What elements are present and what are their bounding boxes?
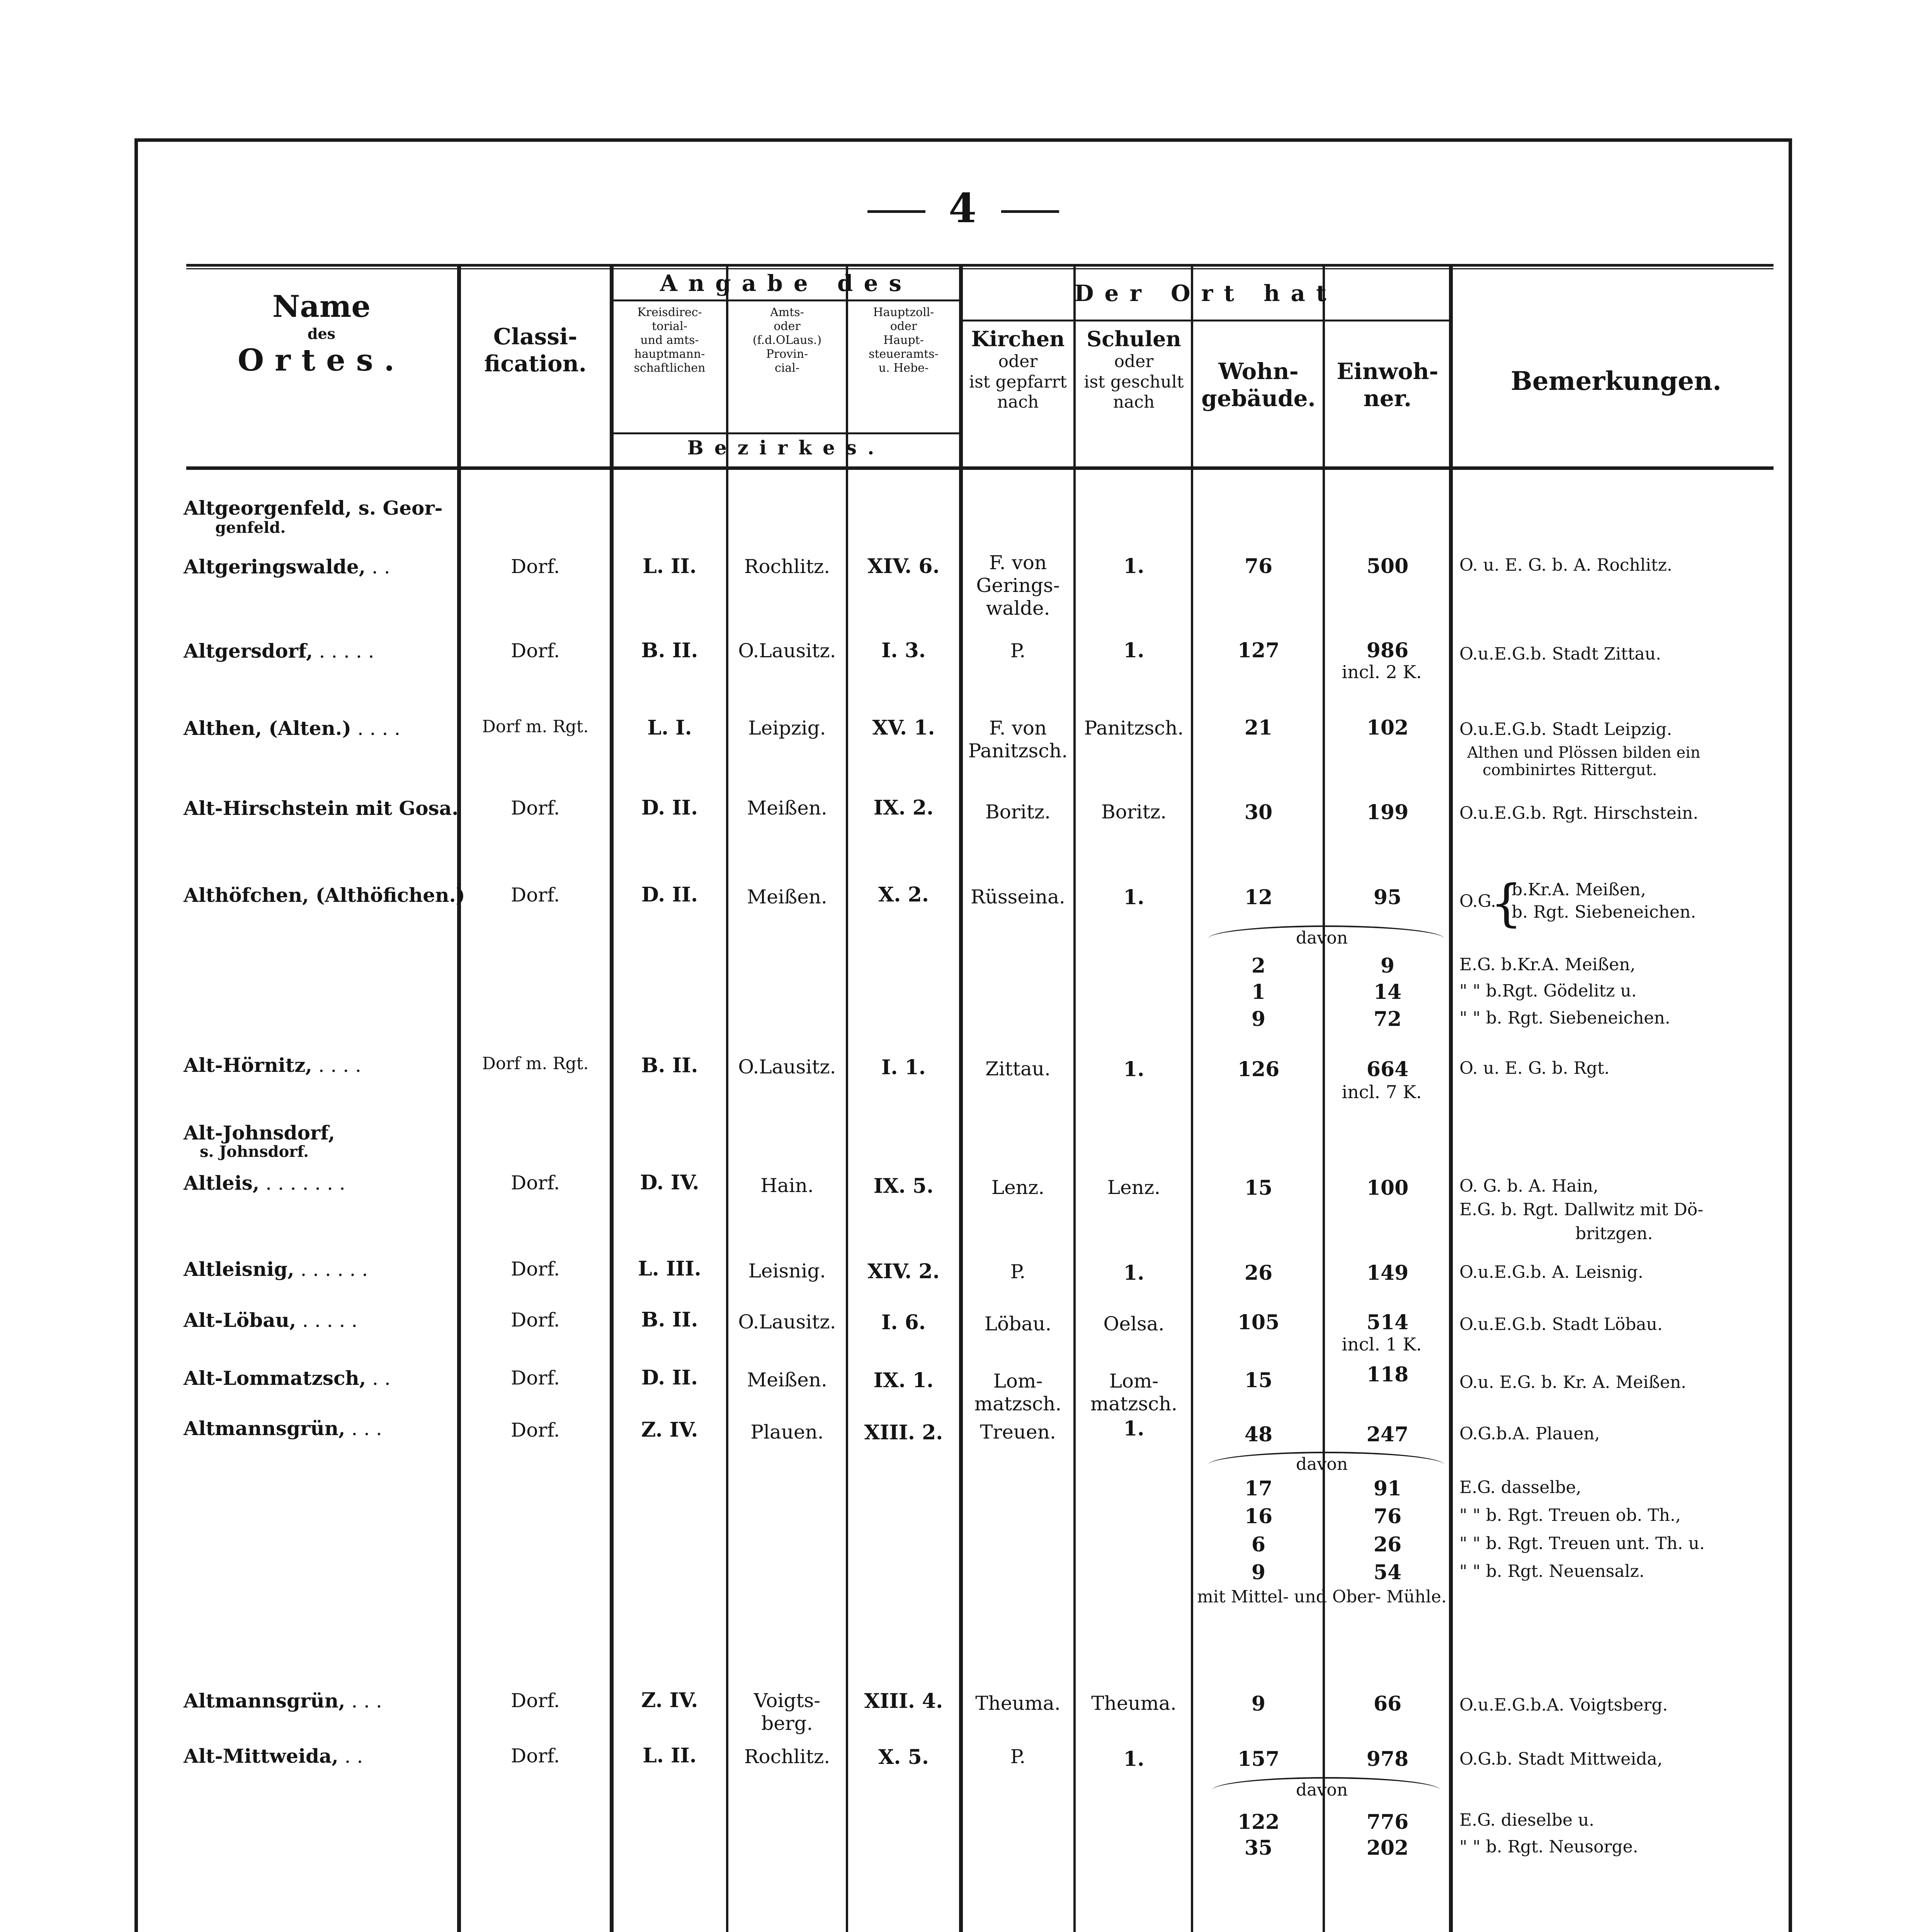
remark-lead: O.G.: [1459, 891, 1496, 911]
amts-district: Leisnig.: [748, 1260, 826, 1282]
schulen: 1.: [1123, 639, 1144, 662]
einwohner: 978: [1366, 1747, 1409, 1771]
einwohner: 66: [1373, 1692, 1402, 1716]
col-divider-name: [457, 265, 461, 1932]
amts-district: Hain.: [760, 1174, 814, 1197]
sub-wohngebaeude: 9: [1251, 1561, 1266, 1584]
classification: Dorf m. Rgt.: [482, 717, 589, 736]
classification: Dorf.: [511, 1419, 560, 1441]
ort-hat-underline: [963, 320, 1449, 321]
haupt-district: IX. 5.: [873, 1174, 934, 1198]
header-top-rule: [186, 264, 1774, 269]
haupt-district: XIV. 6.: [867, 554, 940, 578]
bezirkes-overline: [613, 432, 959, 434]
classification: Dorf m. Rgt.: [482, 1054, 589, 1073]
place-name: Alt-Lommatzsch, . .: [184, 1367, 391, 1389]
header-bezirkes: Bezirkes.: [687, 436, 885, 459]
amts-district: O.Lausitz.: [738, 639, 836, 662]
header-ort-hat: Der Ort hat: [1074, 280, 1337, 306]
sub-einwohner: 26: [1373, 1533, 1402, 1556]
haupt-district: XIII. 4.: [864, 1689, 943, 1713]
sub-einwohner: 54: [1373, 1561, 1402, 1584]
wohngebaeude: 12: [1244, 886, 1273, 909]
kirchen: F. von Panitzsch.: [968, 717, 1068, 762]
classification: Dorf.: [511, 1309, 560, 1331]
col-divider-einw: [1449, 265, 1453, 1932]
remark: O.u.E.G.b.A. Voigtsberg.: [1459, 1695, 1668, 1715]
schulen: 1.: [1123, 554, 1144, 578]
place-name: Altgersdorf, . . . . .: [184, 639, 374, 662]
sub-einwohner: 202: [1366, 1836, 1409, 1860]
remark: O.G.b. Stadt Mittweida,: [1459, 1749, 1663, 1769]
einwohner: 102: [1366, 716, 1409, 740]
remark: Althen und Plössen bilden ein: [1467, 744, 1701, 762]
col-divider-amts: [846, 265, 848, 1932]
place-name: Alt-Hörnitz, . . . .: [184, 1054, 361, 1077]
place-name: Altgeorgenfeld, s. Geor-: [184, 497, 443, 519]
wohngebaeude: 48: [1244, 1423, 1273, 1446]
kirchen: Treuen.: [980, 1421, 1056, 1443]
kreis-district: D. IV.: [640, 1171, 699, 1194]
header-amts: Amts- oder (f.d.OLaus.) Provin- cial-: [752, 306, 822, 375]
wohngebaeude: 127: [1237, 639, 1280, 662]
haupt-district: I. 1.: [881, 1056, 926, 1079]
remark: E.G. b. Rgt. Dallwitz mit Dö-: [1459, 1200, 1704, 1219]
col-divider-class: [610, 265, 614, 1932]
classification: Dorf.: [511, 797, 560, 819]
kirchen: F. von Gerings- walde.: [976, 551, 1060, 619]
wohngebaeude: 30: [1244, 801, 1273, 824]
col-divider-schulen: [1191, 265, 1193, 1932]
einwohner: 100: [1366, 1176, 1409, 1200]
dash-left: [867, 210, 925, 213]
amts-district: O.Lausitz.: [738, 1311, 836, 1333]
kirchen: Lom- matzsch.: [974, 1370, 1062, 1415]
header-kreis: Kreisdirec- torial- und amts- hauptmann- schaftlichen: [634, 306, 706, 375]
wohngebaeude: 9: [1251, 1692, 1266, 1716]
kreis-district: B. II.: [641, 1054, 698, 1077]
classification: Dorf.: [511, 555, 560, 578]
sub-remark: " " b.Rgt. Gödelitz u.: [1459, 981, 1637, 1001]
sub-remark: E.G. dasselbe,: [1459, 1478, 1581, 1497]
wohngebaeude: 76: [1244, 554, 1273, 578]
place-name: Alt-Löbau, . . . . .: [184, 1309, 358, 1332]
einwohner-note: incl. 2 K.: [1342, 662, 1422, 682]
classification: Dorf.: [511, 1745, 560, 1767]
kreis-district: Z. IV.: [641, 1689, 698, 1712]
wohngebaeude: 21: [1244, 716, 1273, 740]
sub-wohngebaeude: 9: [1251, 1007, 1266, 1031]
sub-wohngebaeude: 122: [1237, 1810, 1280, 1834]
kreis-district: D. II.: [641, 883, 698, 906]
sub-wohngebaeude: 16: [1244, 1505, 1273, 1528]
haupt-district: XIII. 2.: [864, 1421, 943, 1444]
sub-einwohner: 72: [1373, 1007, 1402, 1031]
sub-remark: " " b. Rgt. Neusorge.: [1459, 1837, 1638, 1857]
place-name: Althöfchen, (Althöfichen.): [184, 884, 465, 906]
kirchen: Boritz.: [985, 801, 1051, 823]
amts-district: Plauen.: [750, 1421, 824, 1443]
kreis-district: L. II.: [643, 554, 697, 578]
haupt-district: X. 2.: [878, 883, 929, 906]
haupt-district: IX. 1.: [873, 1369, 934, 1392]
sub-remark: " " b. Rgt. Treuen unt. Th. u.: [1459, 1534, 1705, 1553]
einwohner: 500: [1366, 554, 1409, 578]
header-wohngebaeude: Wohn- gebäude.: [1201, 358, 1316, 412]
sub-wohngebaeude: 2: [1251, 954, 1266, 978]
kreis-district: B. II.: [641, 639, 698, 662]
kirchen: P.: [1010, 1745, 1026, 1768]
classification: Dorf.: [511, 1258, 560, 1280]
place-name: Althen, (Alten.) . . . .: [184, 717, 401, 740]
place-name-ref: s. Johnsdorf.: [200, 1143, 309, 1161]
sub-remark: " " b. Rgt. Siebeneichen.: [1459, 1008, 1670, 1028]
header-name: Name des Ortes.: [238, 289, 405, 378]
schulen: Panitzsch.: [1084, 717, 1184, 739]
sub-einwohner: 9: [1380, 954, 1395, 978]
place-name: Altmannsgrün, . . .: [184, 1417, 382, 1440]
kreis-district: L. III.: [638, 1257, 701, 1281]
wohngebaeude: 126: [1237, 1058, 1280, 1081]
wohngebaeude: 15: [1244, 1369, 1273, 1392]
place-name-ref: genfeld.: [215, 519, 286, 537]
einwohner-note: incl. 7 K.: [1342, 1082, 1422, 1102]
remark: O.u. E.G. b. Kr. A. Meißen.: [1459, 1372, 1687, 1392]
amts-district: Voigts- berg.: [753, 1689, 821, 1735]
schulen: Boritz.: [1101, 801, 1167, 823]
remark: O.u.E.G.b. Stadt Löbau.: [1459, 1315, 1663, 1334]
sub-einwohner: 76: [1373, 1505, 1402, 1528]
wohngebaeude: 15: [1244, 1176, 1273, 1200]
davon-note: mit Mittel- und Ober- Mühle.: [1197, 1587, 1447, 1607]
amts-district: O.Lausitz.: [738, 1056, 836, 1078]
classification: Dorf.: [511, 1689, 560, 1712]
sub-remark: " " b. Rgt. Treuen ob. Th.,: [1459, 1505, 1681, 1525]
amts-district: Rochlitz.: [744, 1745, 830, 1768]
brace-icon: {: [1490, 874, 1522, 932]
sub-einwohner: 776: [1366, 1810, 1409, 1834]
remark: britzgen.: [1575, 1224, 1653, 1243]
amts-district: Leipzig.: [748, 717, 826, 739]
remark: combinirtes Rittergut.: [1483, 761, 1657, 779]
haupt-district: XV. 1.: [872, 716, 935, 740]
amts-district: Meißen.: [747, 886, 827, 908]
place-name: Alt-Mittweida, . .: [184, 1745, 363, 1767]
place-name: Altgeringswalde, . .: [184, 555, 390, 578]
kirchen: Theuma.: [975, 1692, 1061, 1714]
schulen: Lenz.: [1107, 1176, 1161, 1199]
remark: b. Rgt. Siebeneichen.: [1512, 902, 1696, 922]
header-classification: Classi- fication.: [484, 323, 587, 377]
haupt-district: XIV. 2.: [867, 1260, 940, 1283]
schulen: Lom- matzsch.: [1090, 1370, 1178, 1415]
davon-label: davon: [1296, 1454, 1348, 1474]
kreis-district: L. I.: [647, 716, 692, 740]
place-name: Alt-Hirschstein mit Gosa.: [184, 797, 459, 820]
sub-remark: E.G. dieselbe u.: [1459, 1810, 1595, 1830]
einwohner: 986: [1366, 639, 1409, 662]
place-name: Altmannsgrün, . . .: [184, 1689, 382, 1712]
header-kirchen: Kirchen oder ist gepfarrt nach: [969, 327, 1067, 412]
header-einwohner: Einwoh- ner.: [1337, 358, 1439, 412]
col-divider-kirchen: [1073, 265, 1076, 1932]
schulen: 1.: [1123, 1417, 1144, 1440]
place-name: Altleis, . . . . . . .: [184, 1172, 345, 1194]
header-schulen: Schulen oder ist geschult nach: [1084, 327, 1184, 412]
remark: O.u.E.G.b. Rgt. Hirschstein.: [1459, 803, 1699, 823]
wohngebaeude: 157: [1237, 1747, 1280, 1771]
header-haupt: Hauptzoll- oder Haupt- steueramts- u. Hebe-: [869, 306, 939, 375]
kirchen: P.: [1010, 1260, 1026, 1283]
sub-wohngebaeude: 17: [1244, 1477, 1273, 1500]
remark: O. u. E. G. b. Rgt.: [1459, 1058, 1610, 1078]
wohngebaeude: 105: [1237, 1311, 1280, 1334]
remark: O. G. b. A. Hain,: [1459, 1176, 1599, 1196]
classification: Dorf.: [511, 884, 560, 906]
sub-einwohner: 14: [1373, 980, 1402, 1004]
haupt-district: IX. 2.: [873, 796, 934, 820]
table-page: [134, 138, 1792, 1932]
page-number: 4: [138, 184, 1789, 232]
remark: b.Kr.A. Meißen,: [1512, 880, 1646, 900]
classification: Dorf.: [511, 1172, 560, 1194]
sub-einwohner: 91: [1373, 1477, 1402, 1500]
kirchen: P.: [1010, 639, 1026, 662]
classification: Dorf.: [511, 1367, 560, 1389]
haupt-district: X. 5.: [878, 1745, 929, 1769]
kreis-district: D. II.: [641, 1366, 698, 1389]
einwohner: 514: [1366, 1311, 1409, 1334]
dash-right: [1001, 210, 1059, 213]
einwohner: 149: [1366, 1261, 1409, 1285]
remark: O.u.E.G.b. Stadt Leipzig.: [1459, 719, 1672, 739]
wohngebaeude: 26: [1244, 1261, 1273, 1285]
remark: O. u. E. G. b. A. Rochlitz.: [1459, 555, 1672, 575]
einwohner: 118: [1366, 1363, 1409, 1386]
angabe-underline: [613, 299, 959, 301]
kreis-district: D. II.: [641, 796, 698, 820]
remark: O.u.E.G.b. Stadt Zittau.: [1459, 644, 1661, 664]
einwohner: 664: [1366, 1058, 1409, 1081]
remark: O.u.E.G.b. A. Leisnig.: [1459, 1262, 1643, 1282]
header-angabe: Angabe des: [660, 270, 913, 296]
schulen: Theuma.: [1091, 1692, 1177, 1714]
kreis-district: Z. IV.: [641, 1418, 698, 1442]
haupt-district: I. 6.: [881, 1311, 926, 1334]
col-divider-haupt: [959, 265, 963, 1932]
sub-wohngebaeude: 1: [1251, 980, 1266, 1004]
sub-wohngebaeude: 35: [1244, 1836, 1273, 1860]
einwohner-note: incl. 1 K.: [1342, 1334, 1422, 1355]
amts-district: Rochlitz.: [744, 555, 830, 578]
kreis-district: L. II.: [643, 1744, 697, 1767]
schulen: 1.: [1123, 886, 1144, 909]
davon-label: davon: [1296, 928, 1348, 948]
sub-remark: E.G. b.Kr.A. Meißen,: [1459, 955, 1636, 975]
schulen: 1.: [1123, 1747, 1144, 1771]
haupt-district: I. 3.: [881, 639, 926, 662]
sub-remark: " " b. Rgt. Neuensalz.: [1459, 1561, 1644, 1581]
classification: Dorf.: [511, 639, 560, 662]
amts-district: Meißen.: [747, 797, 827, 819]
header-bemerkungen: Bemerkungen.: [1510, 366, 1722, 396]
kirchen: Rüsseina.: [971, 886, 1065, 908]
davon-label: davon: [1296, 1780, 1348, 1800]
place-name: Alt-Johnsdorf,: [184, 1121, 335, 1144]
kirchen: Löbau.: [984, 1313, 1052, 1335]
header-bottom-rule: [186, 466, 1774, 470]
kreis-district: B. II.: [641, 1308, 698, 1332]
schulen: Oelsa.: [1103, 1313, 1165, 1335]
sub-wohngebaeude: 6: [1251, 1533, 1266, 1556]
schulen: 1.: [1123, 1261, 1144, 1285]
kirchen: Lenz.: [991, 1176, 1045, 1199]
schulen: 1.: [1123, 1058, 1144, 1081]
einwohner: 247: [1366, 1423, 1409, 1446]
remark: O.G.b.A. Plauen,: [1459, 1424, 1600, 1444]
kirchen: Zittau.: [985, 1058, 1051, 1080]
place-name: Altleisnig, . . . . . .: [184, 1258, 368, 1281]
amts-district: Meißen.: [747, 1369, 827, 1391]
col-divider-kreis: [726, 265, 728, 1932]
einwohner: 199: [1366, 801, 1409, 824]
einwohner: 95: [1373, 886, 1402, 909]
